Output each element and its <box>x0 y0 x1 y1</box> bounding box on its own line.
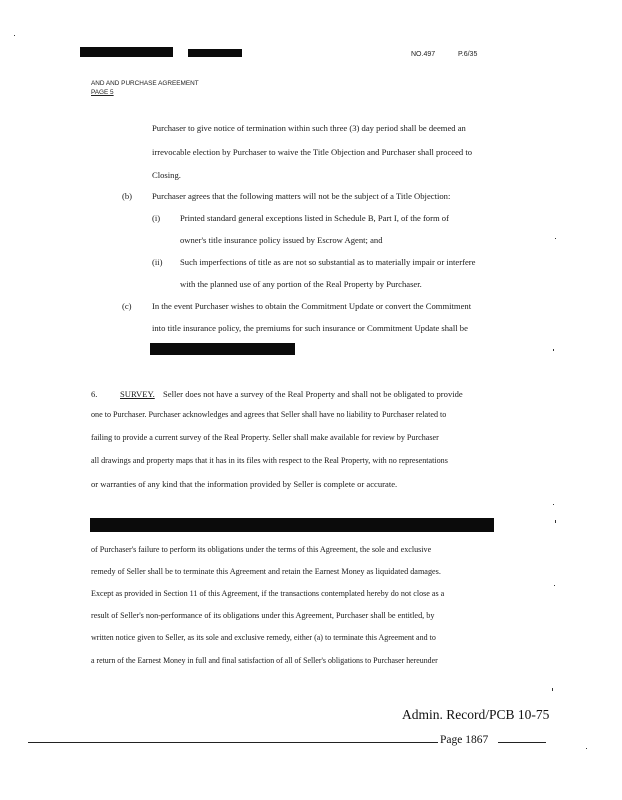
clause-marker-c: (c) <box>122 301 132 311</box>
scan-speck <box>555 238 556 239</box>
clause-marker-i: (i) <box>152 213 161 223</box>
redaction-block <box>150 343 295 355</box>
scan-speck <box>586 748 587 749</box>
body-line: all drawings and property maps that it has in its files with respect to the Real Property, with no representations <box>91 456 448 465</box>
fax-number: NO.497 <box>411 51 436 58</box>
body-line: Seller does not have a survey of the Real Property and shall not be obligated to provide <box>163 389 463 399</box>
body-line: Closing. <box>152 170 181 180</box>
page-stamp: Page 1867 <box>440 734 489 746</box>
scan-speck <box>14 35 15 36</box>
body-line: Purchaser to give notice of termination within such three (3) day period shall be deemed an <box>152 123 466 133</box>
scan-speck <box>553 349 554 351</box>
body-line: into title insurance policy, the premiums for such insurance or Commitment Update shall be <box>152 323 468 333</box>
body-line: In the event Purchaser wishes to obtain the Commitment Update or convert the Commitment <box>152 301 472 311</box>
body-line: one to Purchaser. Purchaser acknowledges and agrees that Seller shall have no liability to Purchaser related to <box>91 410 447 419</box>
admin-record-stamp: Admin. Record/PCB 10-75 <box>402 707 550 722</box>
fax-page: P.6/35 <box>458 51 478 58</box>
body-line: a return of the Earnest Money in full and final satisfaction of all of Seller's obligations to Purchaser hereunder <box>91 656 438 665</box>
running-header-page: PAGE 5 <box>91 89 114 96</box>
body-line: owner's title insurance policy issued by Escrow Agent; and <box>180 235 383 245</box>
body-line: Such imperfections of title as are not so substantial as to materially impair or interfere <box>180 257 476 267</box>
body-line: Except as provided in Section 11 of this Agreement, if the transactions contemplated hereby do not close as a <box>91 589 445 598</box>
redaction-block <box>90 518 494 532</box>
scan-speck <box>555 520 556 523</box>
redaction-block <box>188 49 242 57</box>
body-line: failing to provide a current survey of the Real Property. Seller shall make available for review by Purchaser <box>91 433 439 442</box>
section-number: 6. <box>91 389 98 399</box>
body-line: or warranties of any kind that the information provided by Seller is complete or accurate. <box>91 479 398 489</box>
body-line: of Purchaser's failure to perform its obligations under the terms of this Agreement, the sole and exclusive <box>91 545 432 554</box>
stamp-rule-left <box>28 742 438 743</box>
clause-marker-b: (b) <box>122 191 133 201</box>
body-line: remedy of Seller shall be to terminate this Agreement and retain the Earnest Money as liquidated damages. <box>91 567 441 576</box>
body-line: Purchaser agrees that the following matters will not be the subject of a Title Objection: <box>152 191 451 201</box>
section-heading: SURVEY. <box>120 389 155 399</box>
body-line: with the planned use of any portion of the Real Property by Purchaser. <box>180 279 422 289</box>
running-header-title: AND AND PURCHASE AGREEMENT <box>91 80 199 87</box>
scan-speck <box>553 504 554 505</box>
stamp-rule-right <box>498 742 546 743</box>
body-line: irrevocable election by Purchaser to waive the Title Objection and Purchaser shall proceed to <box>152 147 473 157</box>
body-line: written notice given to Seller, as its sole and exclusive remedy, either (a) to terminate this Agreement and to <box>91 633 436 642</box>
clause-marker-ii: (ii) <box>152 257 163 267</box>
body-line: Printed standard general exceptions listed in Schedule B, Part I, of the form of <box>180 213 449 223</box>
scan-speck <box>552 688 553 691</box>
redaction-block <box>80 47 173 57</box>
scan-speck <box>554 585 555 586</box>
body-line: result of Seller's non-performance of its obligations under this Agreement, Purchaser shall be entitled, by <box>91 611 435 620</box>
